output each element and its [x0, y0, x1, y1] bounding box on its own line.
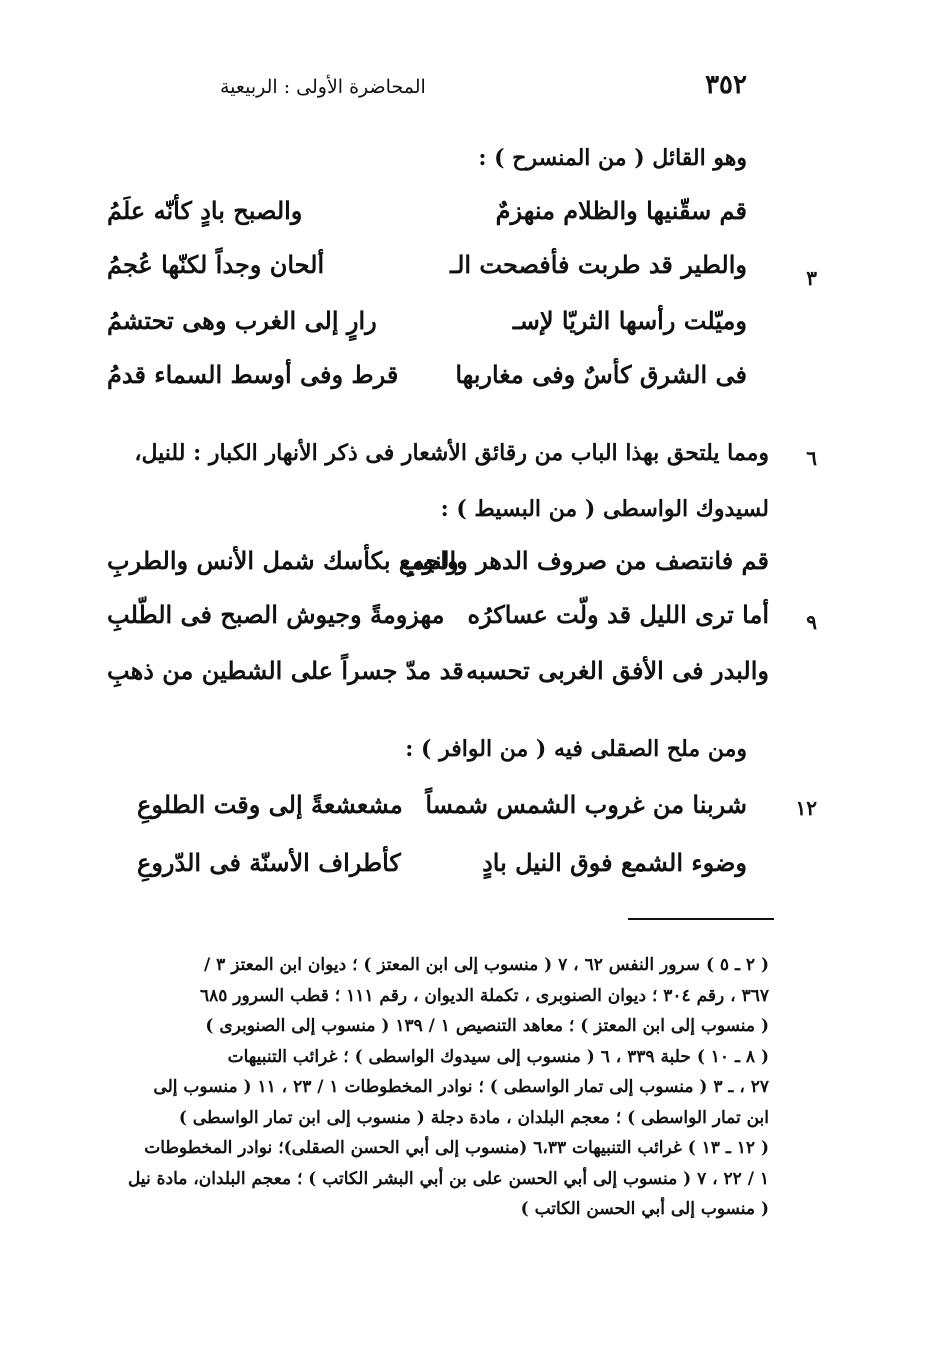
verse-first-hemistich: والبدر فى الأفق الغربى تحسبه [466, 656, 769, 685]
verse-first-hemistich: قم سقّنيها والظلام منهزمٌ [495, 196, 747, 225]
verse-line [137, 848, 747, 888]
section2-prose-line: ومما يلتحق بهذا الباب من رقائق الأشعار فى ذكر الأنهار الكبار : للنيل، [134, 440, 769, 466]
page-number: ٣٥٢ [705, 70, 747, 100]
footnote-separator [628, 918, 774, 920]
verse-first-hemistich: والطير قد طربت فأفصحت الـ [450, 250, 747, 279]
footnote-line: ( ٢ ـ ٥ ) سرور النفس ٦٢ ، ٧ ( منسوب إلى ابن المعتز ) ؛ ديوان ابن المعتز ٣ / [204, 955, 769, 975]
verse-line [107, 656, 769, 696]
footnote-line: ( منسوب إلى ابن المعتز ) ؛ معاهد التنصيص ١ / ١٣٩ ( منسوب إلى الصنوبرى ) [205, 1016, 769, 1036]
section1-intro: وهو القائل ( من المنسرح ) : [478, 145, 747, 171]
verse-line [107, 360, 747, 400]
page-header [80, 70, 747, 110]
verse-first-hemistich: قم فانتصف من صروف الدهر والنوبِ [399, 546, 769, 575]
verse-second-hemistich: والصبح بادٍ كأنّه علَمُ [107, 196, 303, 225]
verse-first-hemistich: وميّلت رأسها الثريّا لإسـ [512, 306, 747, 335]
footnote-line: ( منسوب إلى أبي الحسن الكاتب ) [520, 1199, 769, 1219]
verse-first-hemistich: فى الشرق كأسٌ وفى مغاربها [455, 360, 747, 389]
verse-second-hemistich: مشعشعةً إلى وقت الطلوعِ [137, 790, 403, 819]
footnote-line: ( ٨ ـ ١٠ ) حلبة ٣٣٩ ، ٦ ( منسوب إلى سيدوك الواسطى ) ؛ غرائب التنبيهات [227, 1046, 769, 1067]
verse-first-hemistich: وضوء الشمع فوق النيل بادٍ [482, 848, 747, 877]
verse-second-hemistich: ألحان وجداً لكنّها عُجمُ [107, 250, 325, 279]
footnote-line: ١ / ٢٢ ، ٧ ( منسوب إلى أبي الحسن على بن أبي البشر الكاتب ) ؛ معجم البلدان، مادة نيل [127, 1168, 769, 1189]
verse-first-hemistich: أما ترى الليل قد ولّت عساكرُه [467, 600, 769, 629]
line-number: ١٢ [795, 796, 817, 820]
verse-line [107, 250, 747, 290]
section3-intro: ومن ملح الصقلى فيه ( من الوافر ) : [405, 736, 747, 762]
footnote-line: ٢٧ ، ـ ٣ ( منسوب إلى تمار الواسطى ) ؛ نوادر المخطوطات ١ / ٢٣ ، ١١ ( منسوب إلى [153, 1077, 769, 1097]
line-number: ٩ [806, 610, 817, 634]
verse-line [107, 600, 769, 640]
footnote-line: ( ١٢ ـ ١٣ ) غرائب التنبيهات ٦،٣٣ (منسوب إلى أبي الحسن الصقلى)؛ نوادر المخطوطات [144, 1138, 769, 1158]
verse-second-hemistich: كأطراف الأسنّة فى الدّروعِ [137, 848, 401, 877]
footnotes [99, 950, 769, 1225]
verse-line [107, 306, 747, 346]
verse-second-hemistich: قرط وفى أوسط السماء قدمُ [107, 360, 399, 389]
verse-second-hemistich: واجمع بكأسك شمل الأنس والطربِ [107, 546, 459, 575]
verse-second-hemistich: قد مدّ جسراً على الشطين من ذهبِ [107, 656, 464, 685]
section2-prose-line: لسيدوك الواسطى ( من البسيط ) : [440, 496, 769, 522]
verse-second-hemistich: رارٍ إلى الغرب وهى تحتشمُ [107, 306, 377, 335]
footnote-line: ٣٦٧ ، رقم ٣٠٤ ؛ ديوان الصنوبرى ، تكملة الديوان ، رقم ١١١ ؛ قطب السرور ٦٨٥ [199, 985, 769, 1006]
line-number: ٦ [806, 446, 817, 470]
verse-first-hemistich: شربنا من غروب الشمس شمساً [425, 790, 747, 819]
running-title: المحاضرة الأولى : الربيعية [220, 76, 426, 98]
verse-second-hemistich: مهزومةً وجيوش الصبح فى الطّلبِ [107, 600, 445, 629]
footnote-line: ابن تمار الواسطى ) ؛ معجم البلدان ، مادة دجلة ( منسوب إلى ابن تمار الواسطى ) [178, 1107, 769, 1128]
verse-line [107, 196, 747, 236]
verse-line [107, 546, 769, 586]
line-number: ٣ [806, 266, 817, 290]
verse-line [137, 790, 747, 830]
